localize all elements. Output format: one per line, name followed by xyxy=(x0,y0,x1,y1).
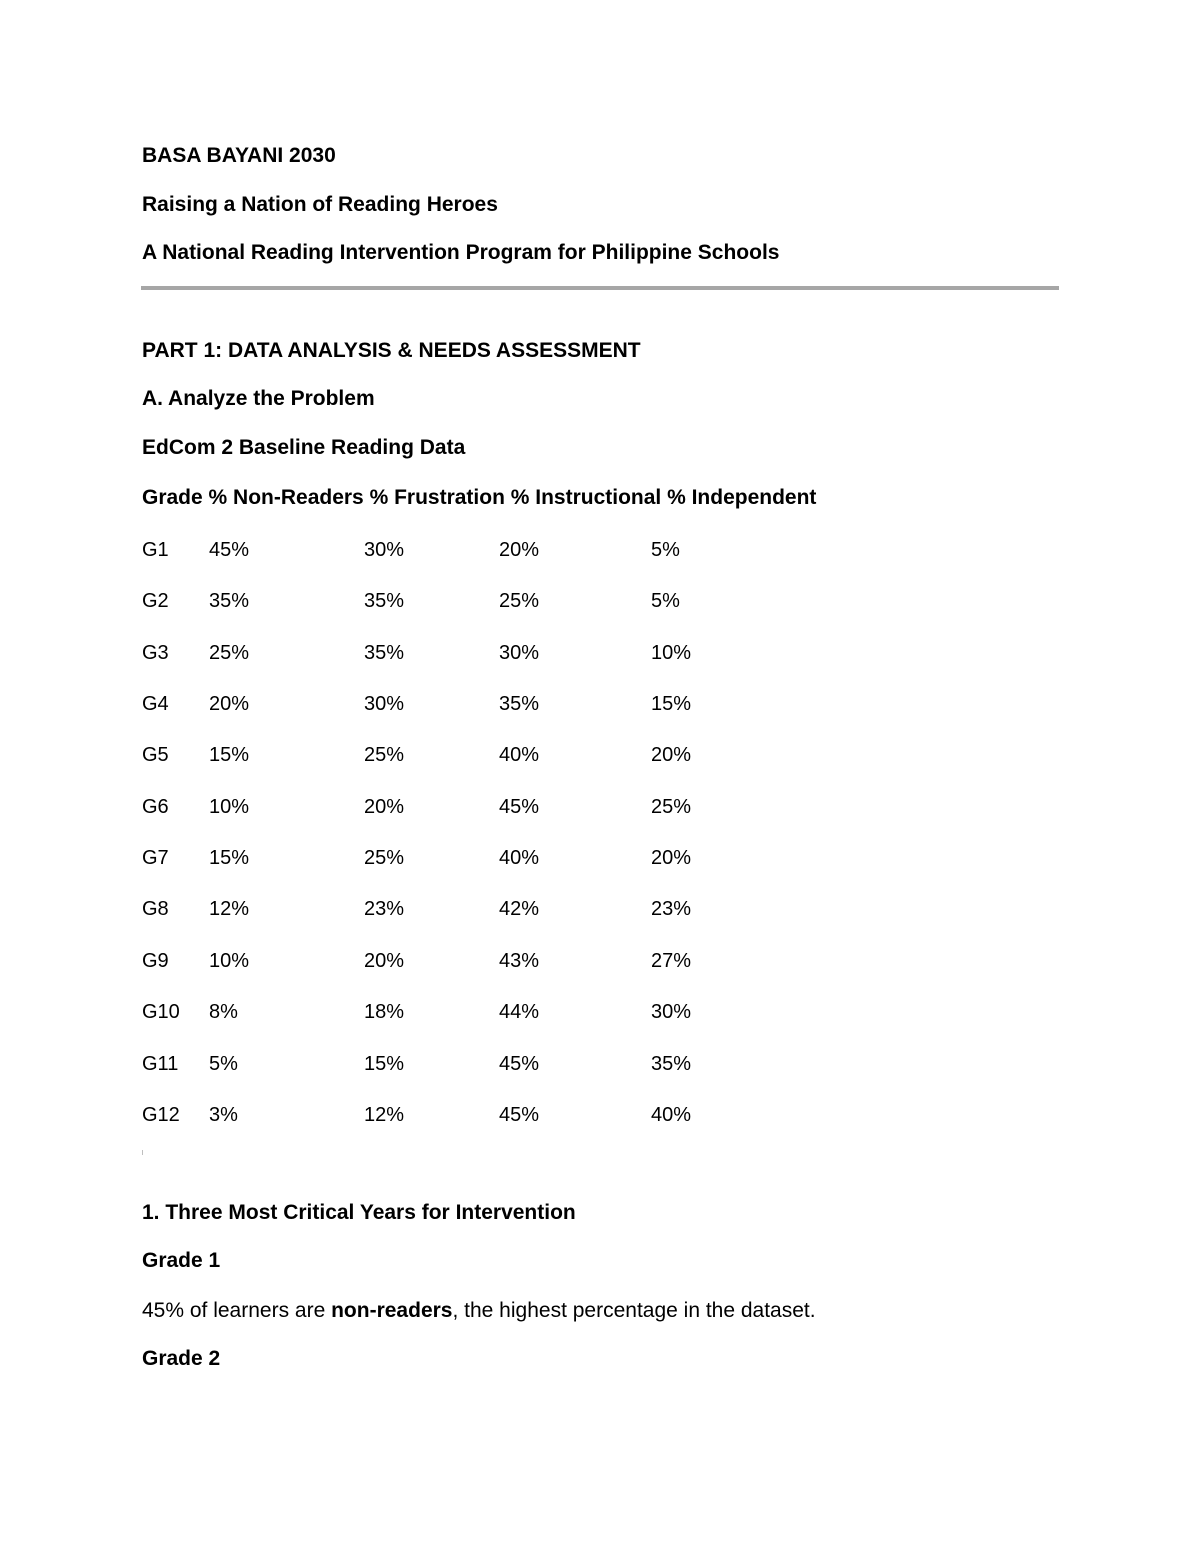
independent-cell: 30% xyxy=(651,1001,692,1023)
instructional-cell: 45% xyxy=(499,1053,540,1075)
grade-cell: G8 xyxy=(142,898,169,920)
grade-cell: G11 xyxy=(142,1053,179,1075)
instructional-cell: 35% xyxy=(499,693,540,715)
frustration-cell: 25% xyxy=(364,744,405,766)
grade-cell: G5 xyxy=(142,744,169,766)
document-subtitle: Raising a Nation of Reading Heroes xyxy=(142,193,498,216)
independent-cell: 5% xyxy=(651,590,680,612)
table-row xyxy=(0,640,1200,666)
non-readers-cell: 10% xyxy=(209,796,250,818)
grade-cell: G7 xyxy=(142,847,169,869)
frustration-cell: 25% xyxy=(364,847,405,869)
frustration-cell: 12% xyxy=(364,1104,405,1126)
table-row xyxy=(0,999,1200,1025)
critical-years-heading: 1. Three Most Critical Years for Intervention xyxy=(142,1201,576,1224)
table-row xyxy=(0,845,1200,871)
frustration-cell: 15% xyxy=(364,1053,405,1075)
non-readers-cell: 5% xyxy=(209,1053,238,1075)
independent-cell: 10% xyxy=(651,642,692,664)
grade-cell: G1 xyxy=(142,539,169,561)
instructional-cell: 43% xyxy=(499,950,540,972)
independent-cell: 15% xyxy=(651,693,692,715)
frustration-cell: 35% xyxy=(364,590,405,612)
frustration-cell: 23% xyxy=(364,898,405,920)
non-readers-cell: 15% xyxy=(209,744,250,766)
table-row xyxy=(0,537,1200,563)
table-row xyxy=(0,588,1200,614)
grade2-label: Grade 2 xyxy=(142,1347,221,1370)
part1-heading: PART 1: DATA ANALYSIS & NEEDS ASSESSMENT xyxy=(142,339,641,362)
instructional-cell: 20% xyxy=(499,539,540,561)
instructional-cell: 30% xyxy=(499,642,540,664)
table-row xyxy=(0,742,1200,768)
non-readers-cell: 35% xyxy=(209,590,250,612)
non-readers-cell: 3% xyxy=(209,1104,238,1126)
grade-cell: G4 xyxy=(142,693,169,715)
non-readers-cell: 45% xyxy=(209,539,250,561)
section-a-heading: A. Analyze the Problem xyxy=(142,387,375,410)
grade1-text-prefix: 45% of learners are xyxy=(142,1299,332,1322)
non-readers-cell: 25% xyxy=(209,642,250,664)
instructional-cell: 40% xyxy=(499,847,540,869)
grade-cell: G9 xyxy=(142,950,169,972)
frustration-cell: 30% xyxy=(364,693,405,715)
frustration-cell: 18% xyxy=(364,1001,405,1023)
table-header-row: Grade % Non-Readers % Frustration % Instructional % Independent xyxy=(142,486,817,509)
paragraph-mark xyxy=(142,1150,143,1155)
frustration-cell: 20% xyxy=(364,796,405,818)
non-readers-cell: 20% xyxy=(209,693,250,715)
table-row xyxy=(0,1102,1200,1128)
table-row xyxy=(0,691,1200,717)
frustration-cell: 35% xyxy=(364,642,405,664)
frustration-cell: 20% xyxy=(364,950,405,972)
independent-cell: 27% xyxy=(651,950,692,972)
non-readers-cell: 10% xyxy=(209,950,250,972)
non-readers-cell: 15% xyxy=(209,847,250,869)
grade1-label: Grade 1 xyxy=(142,1249,221,1272)
instructional-cell: 42% xyxy=(499,898,540,920)
grade1-description xyxy=(142,1298,816,1324)
grade-cell: G12 xyxy=(142,1104,180,1126)
document-title: BASA BAYANI 2030 xyxy=(142,144,336,167)
independent-cell: 35% xyxy=(651,1053,692,1075)
grade-cell: G2 xyxy=(142,590,169,612)
instructional-cell: 40% xyxy=(499,744,540,766)
independent-cell: 5% xyxy=(651,539,680,561)
independent-cell: 20% xyxy=(651,744,692,766)
table-row xyxy=(0,896,1200,922)
independent-cell: 23% xyxy=(651,898,692,920)
grade-cell: G3 xyxy=(142,642,169,664)
horizontal-divider xyxy=(141,286,1059,290)
instructional-cell: 25% xyxy=(499,590,540,612)
grade-cell: G6 xyxy=(142,796,169,818)
non-readers-cell: 8% xyxy=(209,1001,238,1023)
table-row xyxy=(0,1051,1200,1077)
instructional-cell: 45% xyxy=(499,1104,540,1126)
independent-cell: 25% xyxy=(651,796,692,818)
grade1-text-bold: non-readers xyxy=(331,1299,453,1322)
independent-cell: 20% xyxy=(651,847,692,869)
table-title: EdCom 2 Baseline Reading Data xyxy=(142,436,466,459)
table-row xyxy=(0,948,1200,974)
table-row xyxy=(0,794,1200,820)
instructional-cell: 45% xyxy=(499,796,540,818)
instructional-cell: 44% xyxy=(499,1001,540,1023)
grade1-text-suffix: , the highest percentage in the dataset. xyxy=(452,1299,816,1322)
grade-cell: G10 xyxy=(142,1001,180,1023)
frustration-cell: 30% xyxy=(364,539,405,561)
document-tagline: A National Reading Intervention Program for Philippine Schools xyxy=(142,241,780,264)
independent-cell: 40% xyxy=(651,1104,692,1126)
non-readers-cell: 12% xyxy=(209,898,250,920)
